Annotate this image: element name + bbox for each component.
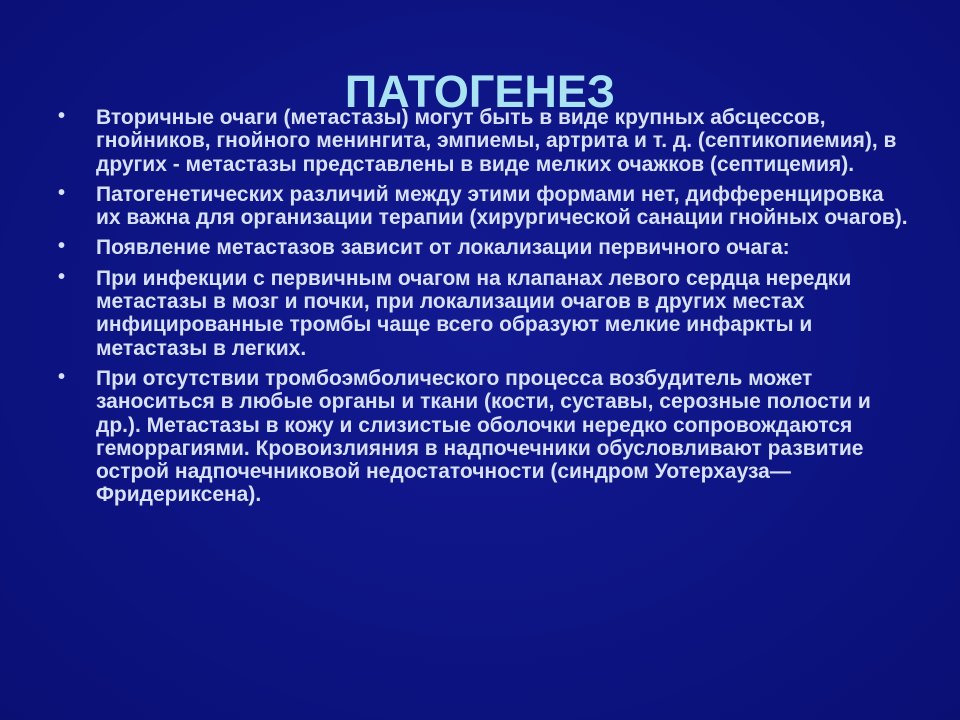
- bullet-icon: •: [58, 105, 66, 127]
- bullet-text: При отсутствии тромбоэмболического процесса возбудитель может заноситься в любые органы и ткани (кости, суставы, серозные полости и др.). Метастазы в кожу и слизистые оболочки нередко сопровождаются геморрагиями. Кровоизлияния в надпочечники обусловливают развитие острой надпочечниковой недостаточности (синдром Уотерхауза—Фридериксена).: [96, 366, 871, 507]
- slide-title: ПАТОГЕНЕЗ: [344, 66, 616, 118]
- bullet-text: Вторичные очаги (метастазы) могут быть в виде крупных абсцессов, гнойников, гнойного менингита, эмпиемы, артрита и т. д. (септикопиемия), в других - метастазы представлены в виде мелких очажков (септицемия).: [96, 106, 897, 176]
- bullet-list: [58, 106, 908, 514]
- bullet-item-5: [58, 367, 908, 507]
- bullet-icon: •: [58, 365, 66, 388]
- bullet-text: Патогенетических различий между этими формами нет, дифференцировка их важна для организации терапии (хирургической санации гнойных очагов).: [96, 182, 908, 230]
- bullet-text: При инфекции с первичным очагом на клапанах левого сердца нередки метастазы в мозг и почки, при локализации очагов в других местах инфицированные тромбы чаще всего образуют мелкие инфаркты и метастазы в легких.: [96, 266, 852, 360]
- bullet-icon: •: [58, 181, 66, 204]
- bullet-item-4: [58, 267, 908, 360]
- bullet-icon: •: [58, 265, 66, 288]
- bullet-text: Появление метастазов зависит от локализации первичного очага:: [96, 236, 790, 260]
- bullet-item-2: [58, 183, 908, 230]
- bullet-icon: •: [58, 235, 66, 258]
- bullet-item-3: [58, 236, 908, 259]
- bullet-item-1: [58, 106, 908, 176]
